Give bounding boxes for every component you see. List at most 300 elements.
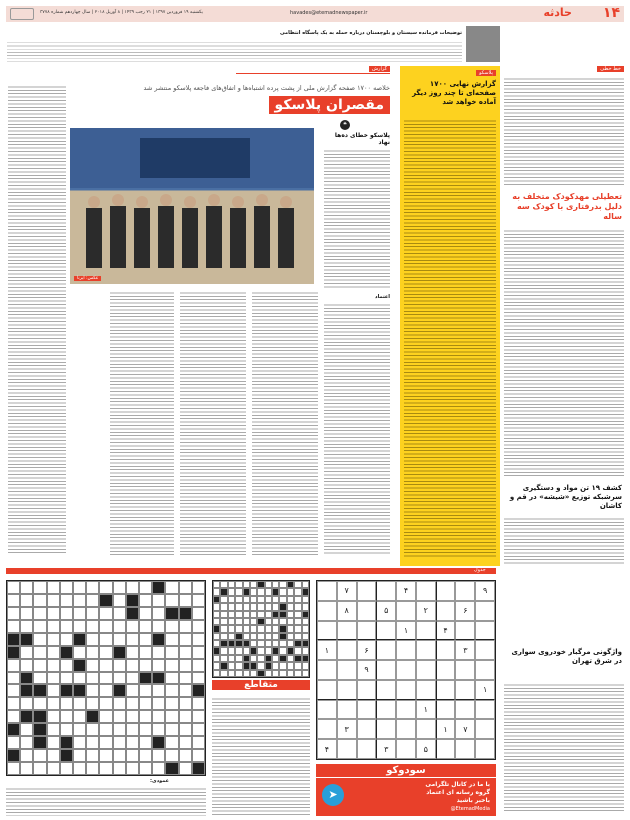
crossword-cell xyxy=(243,655,250,662)
sudoku-cell: ۷ xyxy=(455,719,475,739)
crossword-cell xyxy=(287,655,294,662)
crossword-cell xyxy=(279,625,286,632)
sudoku-cell: ۱ xyxy=(436,719,456,739)
crossword-cell xyxy=(257,596,264,603)
sudoku-cell: ۶ xyxy=(455,601,475,621)
sudoku-cell xyxy=(337,739,357,759)
crossword-cell xyxy=(294,625,301,632)
yellow-body xyxy=(404,118,496,558)
crossword-cell xyxy=(302,670,309,677)
body-col-4 xyxy=(110,290,174,556)
crossword-cell xyxy=(257,640,264,647)
crossword-cell xyxy=(287,670,294,677)
crossword-cell xyxy=(86,710,99,723)
crossword-cell xyxy=(47,594,60,607)
crossword-cell xyxy=(126,723,139,736)
top-story-photo xyxy=(466,26,500,62)
crossword-cell xyxy=(99,736,112,749)
crossword-cell xyxy=(99,723,112,736)
page-number: ۱۴ xyxy=(602,5,620,21)
crossword-cell xyxy=(165,672,178,685)
crossword-cell xyxy=(99,581,112,594)
crossword-cell xyxy=(220,662,227,669)
crossword-cell xyxy=(287,581,294,588)
crossword-cell xyxy=(126,607,139,620)
crossword-cell xyxy=(152,762,165,775)
crossword-cell xyxy=(99,672,112,685)
sudoku-cell xyxy=(376,640,396,660)
crossword-cell xyxy=(250,655,257,662)
crossword-cell xyxy=(250,596,257,603)
crossword-cell xyxy=(279,596,286,603)
crossword-cell xyxy=(265,640,272,647)
sudoku-cell xyxy=(317,700,337,720)
sudoku-cell xyxy=(396,660,416,680)
crossword-cell xyxy=(243,603,250,610)
crossword-cell xyxy=(250,603,257,610)
crossword-cell xyxy=(294,618,301,625)
crossword-cell xyxy=(139,749,152,762)
sudoku-cell: ۳ xyxy=(455,640,475,660)
crossword-cell xyxy=(86,633,99,646)
crossword-cell xyxy=(294,633,301,640)
sudoku-cell xyxy=(416,581,436,601)
crossword-cell xyxy=(33,646,46,659)
sudoku-cell: ۳ xyxy=(337,719,357,739)
crossword-cell xyxy=(152,697,165,710)
crossword-cell xyxy=(287,596,294,603)
crossword-cell xyxy=(179,723,192,736)
crossword-cell xyxy=(7,646,20,659)
crossword-cell xyxy=(60,684,73,697)
crossword-cell xyxy=(279,640,286,647)
crossword-cell xyxy=(152,710,165,723)
tag-plasco: پلاسکو xyxy=(476,70,496,76)
sudoku-cell xyxy=(475,640,495,660)
sudoku-cell xyxy=(337,680,357,700)
sudoku-cell xyxy=(317,621,337,641)
sudoku-cell xyxy=(376,700,396,720)
crossword-cell xyxy=(228,670,235,677)
sudoku-label: سودوکو xyxy=(316,764,496,777)
top-story-body xyxy=(7,40,462,62)
sudoku-cell: ۱ xyxy=(475,680,495,700)
crossword-cell xyxy=(113,749,126,762)
crossword-cell xyxy=(126,659,139,672)
crossword-cell xyxy=(126,749,139,762)
crossword-cell xyxy=(257,647,264,654)
crossword-cell xyxy=(113,633,126,646)
crossword-cell xyxy=(60,736,73,749)
ad-line-1: با ما در کانال تلگرامی xyxy=(425,781,490,788)
crossword-cell xyxy=(33,710,46,723)
crossword-cell xyxy=(287,618,294,625)
crossword-cell xyxy=(99,633,112,646)
main-story-title: مقصران پلاسکو xyxy=(269,96,390,114)
crossword-cell xyxy=(165,581,178,594)
crossword-cell xyxy=(165,736,178,749)
crossword-cell xyxy=(60,697,73,710)
crossword-label: متقاطع xyxy=(212,680,310,690)
crossword-cell xyxy=(220,647,227,654)
sudoku-cell xyxy=(455,621,475,641)
sudoku-cell xyxy=(376,680,396,700)
crossword-cell xyxy=(235,640,242,647)
crossword-cell xyxy=(294,588,301,595)
crossword-cell xyxy=(113,710,126,723)
crossword-cell xyxy=(213,618,220,625)
crossword-cell xyxy=(192,581,205,594)
crossword-cell xyxy=(73,762,86,775)
crossword-cell xyxy=(20,762,33,775)
crossword-cell xyxy=(228,596,235,603)
crossword-cell xyxy=(279,581,286,588)
crossword-cell xyxy=(113,736,126,749)
crossword-cell xyxy=(250,647,257,654)
sudoku-cell xyxy=(455,680,475,700)
sudoku-cell xyxy=(416,640,436,660)
crossword-cell xyxy=(152,736,165,749)
quote-body xyxy=(324,148,390,288)
crossword-cell xyxy=(47,684,60,697)
crossword-cell xyxy=(265,625,272,632)
crossword-cell xyxy=(228,640,235,647)
crossword-cell xyxy=(113,672,126,685)
crossword-cell xyxy=(279,647,286,654)
crossword-cell xyxy=(126,684,139,697)
crossword-cell xyxy=(192,594,205,607)
crossword-cell xyxy=(179,749,192,762)
telegram-ad[interactable] xyxy=(316,778,496,816)
main-story-kicker: خلاصه ۱۷۰۰ صفحه گزارش ملی از پشت پرده اشتباه‌ها و اتفاق‌های فاجعه پلاسکو منتشر شد xyxy=(143,84,390,92)
crossword-cell xyxy=(47,620,60,633)
crossword-cell xyxy=(279,655,286,662)
crossword-cell xyxy=(220,611,227,618)
crossword-cell xyxy=(99,594,112,607)
sudoku-cell xyxy=(396,739,416,759)
crossword-cell xyxy=(126,620,139,633)
crossword-cell xyxy=(139,736,152,749)
crossword-cell xyxy=(152,594,165,607)
crossword-cell xyxy=(99,607,112,620)
crossword-cell xyxy=(302,633,309,640)
crossword-cell xyxy=(250,662,257,669)
sudoku-cell xyxy=(357,621,377,641)
crossword-cell xyxy=(179,659,192,672)
crossword-cell xyxy=(113,762,126,775)
crossword-cell xyxy=(152,723,165,736)
crossword-cell xyxy=(86,697,99,710)
ad-line-3: باخبر باشید xyxy=(456,797,490,804)
crossword-cell xyxy=(213,647,220,654)
yellow-title: گزارش نهایی ۱۷۰۰ صفحه‌ای تا چند روز دیگر آماده خواهد شد xyxy=(412,80,496,106)
right-col-text-3 xyxy=(504,516,624,566)
crossword-cell xyxy=(272,655,279,662)
crossword-cell xyxy=(265,596,272,603)
crossword-cell xyxy=(152,607,165,620)
crossword-cell xyxy=(235,670,242,677)
crossword-cell xyxy=(302,588,309,595)
sudoku-cell xyxy=(357,581,377,601)
crossword-cell xyxy=(113,620,126,633)
big-clues xyxy=(6,786,206,816)
sudoku-cell xyxy=(436,581,456,601)
crossword-cell xyxy=(33,659,46,672)
body-col-2 xyxy=(252,290,318,556)
sudoku-cell xyxy=(396,719,416,739)
sudoku-cell xyxy=(317,660,337,680)
puzzle-bar xyxy=(6,568,496,574)
crossword-cell xyxy=(220,633,227,640)
crossword-cell xyxy=(73,633,86,646)
crossword-cell xyxy=(60,633,73,646)
crossword-cell xyxy=(139,710,152,723)
crossword-cell xyxy=(192,762,205,775)
crossword-cell xyxy=(165,762,178,775)
crossword-cell xyxy=(165,646,178,659)
crossword-cell xyxy=(152,659,165,672)
crossword-cell xyxy=(20,607,33,620)
crossword-cell xyxy=(192,672,205,685)
crossword-cell xyxy=(73,594,86,607)
crossword-cell xyxy=(60,607,73,620)
crossword-cell xyxy=(213,596,220,603)
crossword-cell xyxy=(243,647,250,654)
sudoku-cell xyxy=(376,660,396,680)
ad-line-2: گروه رسانه ای اعتماد xyxy=(426,789,490,796)
crossword-cell xyxy=(99,646,112,659)
sudoku-cell xyxy=(436,640,456,660)
crossword-cell xyxy=(20,736,33,749)
crossword-cell xyxy=(179,736,192,749)
crossword-cell xyxy=(272,647,279,654)
crossword-cell xyxy=(213,625,220,632)
crossword-cell xyxy=(99,697,112,710)
crossword-cell xyxy=(7,581,20,594)
crossword-cell xyxy=(47,633,60,646)
crossword-cell xyxy=(126,710,139,723)
sudoku-cell: ۱ xyxy=(396,621,416,641)
sudoku-cell xyxy=(317,581,337,601)
crossword-cell xyxy=(302,640,309,647)
crossword-cell xyxy=(243,611,250,618)
sudoku-cell xyxy=(357,680,377,700)
crossword-cell xyxy=(272,633,279,640)
crossword-cell xyxy=(152,620,165,633)
crossword-cell xyxy=(165,749,178,762)
crossword-cell xyxy=(33,736,46,749)
crossword-cell xyxy=(165,723,178,736)
crossword-cell xyxy=(113,684,126,697)
crossword-cell xyxy=(139,581,152,594)
crossword-cell xyxy=(113,646,126,659)
crossword-cell xyxy=(302,611,309,618)
crossword-cell xyxy=(272,588,279,595)
crossword-cell xyxy=(220,625,227,632)
sudoku-cell xyxy=(337,640,357,660)
crossword-cell xyxy=(7,594,20,607)
crossword-cell xyxy=(192,723,205,736)
story4-title: واژگونی مرگبار خودروی سواری در شرق تهران xyxy=(511,648,622,665)
crossword-cell xyxy=(257,581,264,588)
crossword-cell xyxy=(192,697,205,710)
crossword-cell xyxy=(243,596,250,603)
sudoku-cell xyxy=(416,680,436,700)
crossword-cell xyxy=(139,607,152,620)
crossword-cell xyxy=(33,672,46,685)
sudoku-cell xyxy=(396,640,416,660)
crossword-cell xyxy=(265,581,272,588)
crossword-cell xyxy=(139,697,152,710)
crossword-cell xyxy=(73,581,86,594)
crossword-cell xyxy=(99,762,112,775)
crossword-cell xyxy=(257,655,264,662)
crossword-cell xyxy=(113,607,126,620)
crossword-cell xyxy=(113,581,126,594)
crossword-cell xyxy=(126,646,139,659)
crossword-cell xyxy=(86,736,99,749)
crossword-cell xyxy=(20,684,33,697)
crossword-cell xyxy=(7,633,20,646)
crossword-cell xyxy=(33,684,46,697)
crossword-cell xyxy=(73,697,86,710)
crossword-cell xyxy=(220,618,227,625)
crossword-cell xyxy=(20,633,33,646)
crossword-cell xyxy=(257,588,264,595)
crossword-cell xyxy=(47,607,60,620)
crossword-cell xyxy=(265,603,272,610)
sudoku-cell: ۶ xyxy=(357,640,377,660)
header-email: havades@etemadnewspaper.ir xyxy=(290,10,368,16)
crossword-cell xyxy=(73,672,86,685)
crossword-cell xyxy=(126,633,139,646)
crossword-cell xyxy=(152,633,165,646)
crossword-cell xyxy=(220,655,227,662)
crossword-cell xyxy=(86,594,99,607)
crossword-cell xyxy=(235,662,242,669)
crossword-cell xyxy=(228,588,235,595)
right-col-text-2 xyxy=(504,228,624,478)
crossword-cell xyxy=(265,647,272,654)
crossword-cell xyxy=(165,659,178,672)
crossword-cell xyxy=(152,684,165,697)
right-col-text-1 xyxy=(504,76,624,186)
sudoku-cell xyxy=(416,621,436,641)
sudoku-cell xyxy=(396,601,416,621)
crossword-cell xyxy=(73,607,86,620)
crossword-cell xyxy=(265,670,272,677)
sudoku-cell xyxy=(436,680,456,700)
crossword-cell xyxy=(294,662,301,669)
crossword-cell xyxy=(179,607,192,620)
crossword-cell xyxy=(272,603,279,610)
sudoku-cell xyxy=(317,680,337,700)
top-story-title: توضیحات فرمانده سیستان و بلوچستان درباره حمله به یک پاسگاه انتظامی xyxy=(279,30,462,36)
crossword-cell xyxy=(257,670,264,677)
crossword-cell xyxy=(179,710,192,723)
crossword-cell xyxy=(113,723,126,736)
crossword-cell xyxy=(192,749,205,762)
crossword-cell xyxy=(228,647,235,654)
crossword-cell xyxy=(20,581,33,594)
crossword-cell xyxy=(7,710,20,723)
crossword-cell xyxy=(213,588,220,595)
tag-khat-khati: خط خطی xyxy=(597,66,624,72)
crossword-cell xyxy=(228,581,235,588)
crossword-cell xyxy=(179,697,192,710)
crossword-cell xyxy=(47,710,60,723)
crossword-cell xyxy=(265,618,272,625)
crossword-cell xyxy=(272,596,279,603)
crossword-cell xyxy=(250,588,257,595)
crossword-cell xyxy=(257,625,264,632)
crossword-cell xyxy=(20,672,33,685)
crossword-cell xyxy=(265,588,272,595)
crossword-cell xyxy=(213,670,220,677)
crossword-cell xyxy=(279,670,286,677)
crossword-cell xyxy=(7,749,20,762)
crossword-cell xyxy=(20,659,33,672)
ad-handle: @EtemadMedia xyxy=(450,806,490,812)
people-photo-illustration xyxy=(70,128,314,284)
crossword-cell xyxy=(250,670,257,677)
crossword-cell xyxy=(73,620,86,633)
crossword-cell xyxy=(287,603,294,610)
crossword-cell xyxy=(302,655,309,662)
sudoku-cell xyxy=(357,739,377,759)
crossword-cell xyxy=(192,684,205,697)
crossword-cell xyxy=(272,670,279,677)
crossword-cell xyxy=(7,684,20,697)
crossword-cell xyxy=(287,611,294,618)
crossword-cell xyxy=(235,618,242,625)
crossword-cell xyxy=(287,662,294,669)
crossword-cell xyxy=(126,672,139,685)
crossword-cell xyxy=(243,640,250,647)
crossword-cell xyxy=(294,581,301,588)
crossword-cell xyxy=(272,611,279,618)
crossword-cell xyxy=(7,659,20,672)
sudoku-cell: ۴ xyxy=(396,581,416,601)
sudoku-cell xyxy=(337,700,357,720)
crossword-cell xyxy=(250,581,257,588)
crossword-cell xyxy=(179,594,192,607)
right-column xyxy=(504,66,624,566)
sudoku-cell: ۸ xyxy=(337,601,357,621)
crossword-cell xyxy=(179,672,192,685)
crossword-cell xyxy=(243,588,250,595)
crossword-cell xyxy=(60,620,73,633)
sudoku-cell xyxy=(317,719,337,739)
body-col-1 xyxy=(324,302,390,556)
crossword-cell xyxy=(60,749,73,762)
crossword-cell xyxy=(235,603,242,610)
yellow-column xyxy=(400,66,500,566)
sudoku-cell xyxy=(337,621,357,641)
crossword-cell xyxy=(47,672,60,685)
crossword-cell xyxy=(257,662,264,669)
crossword-cell xyxy=(228,611,235,618)
crossword-cell xyxy=(99,710,112,723)
crossword-cell xyxy=(20,749,33,762)
crossword-cell xyxy=(73,723,86,736)
sudoku-cell xyxy=(436,700,456,720)
crossword-cell xyxy=(213,603,220,610)
crossword-cell xyxy=(152,749,165,762)
crossword-cell xyxy=(73,736,86,749)
crossword-cell xyxy=(302,662,309,669)
crossword-cell xyxy=(235,647,242,654)
